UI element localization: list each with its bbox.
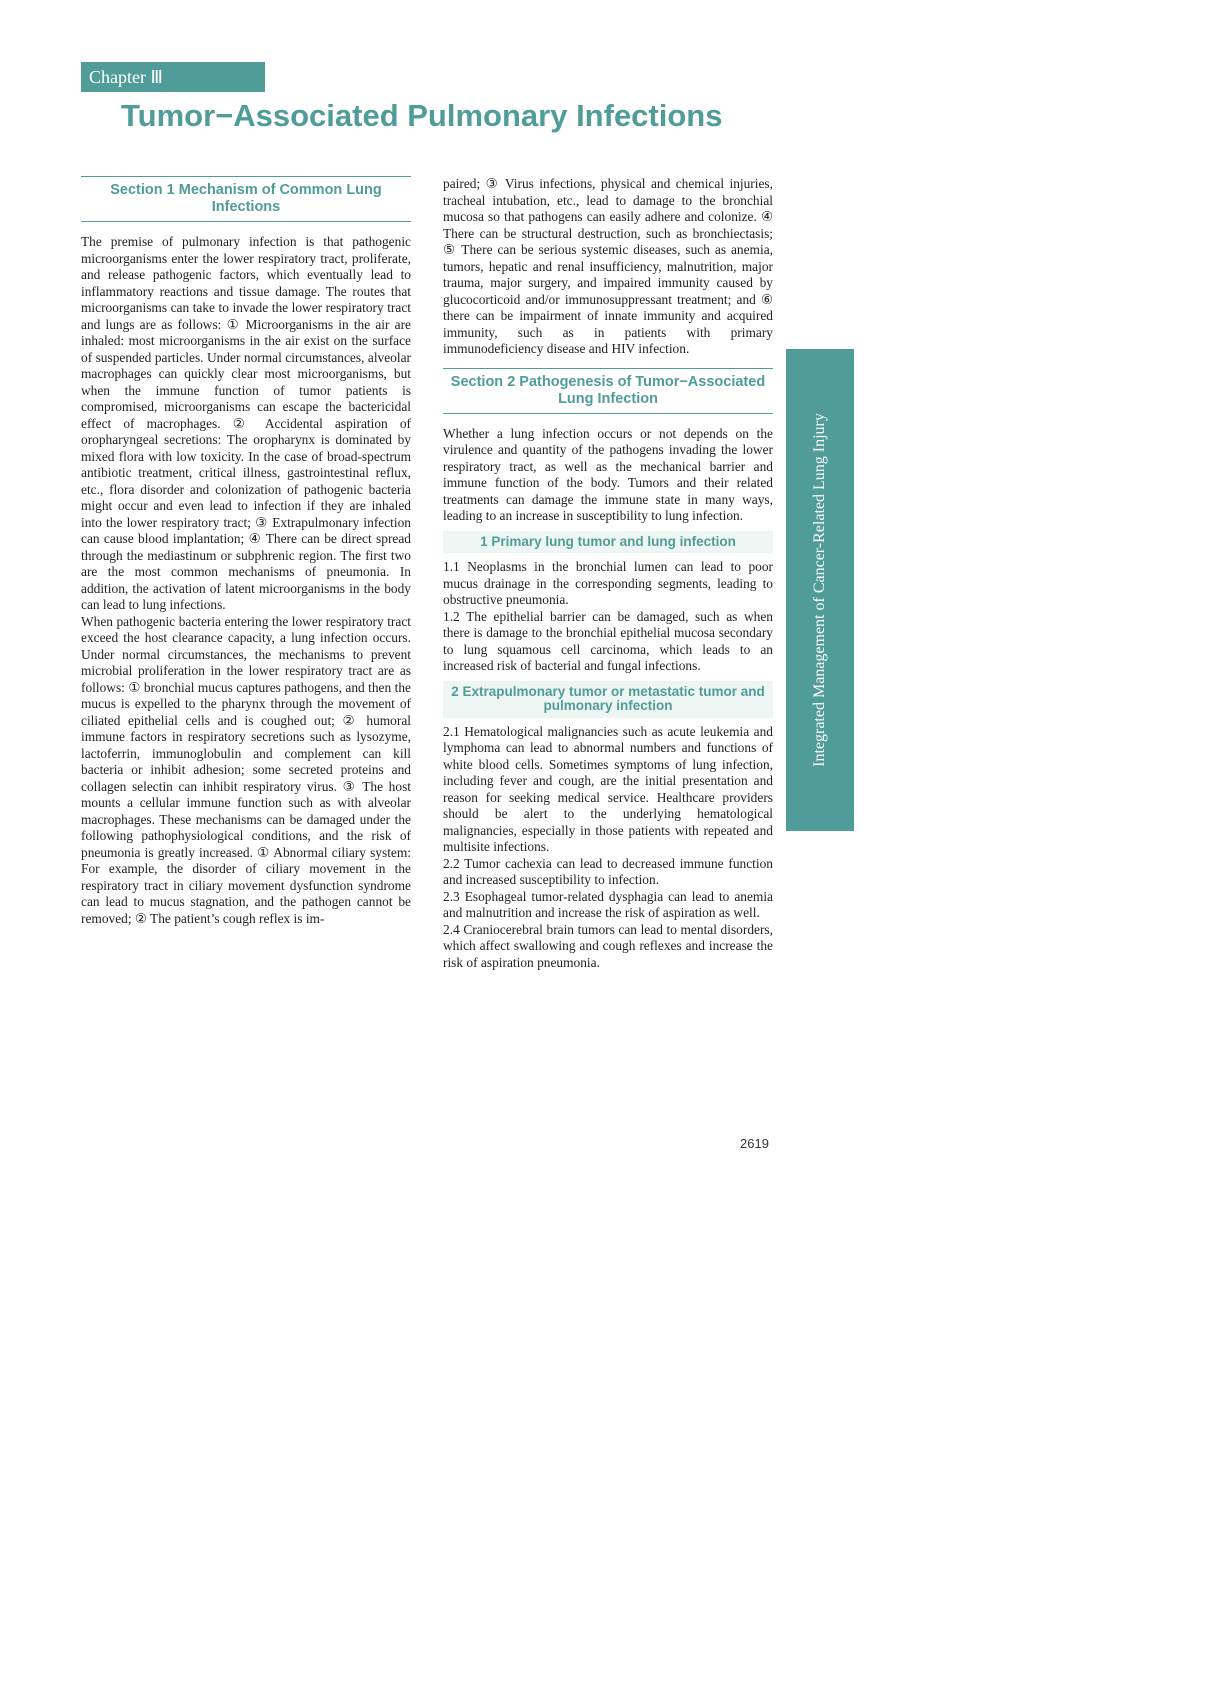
right-column xyxy=(443,176,773,971)
paragraph-routes: The premise of pulmonary infection is that pathogenic microorganisms enter the lower respiratory tract, proliferate, and release pathogenic factors, which eventually lead to inflammatory reactions and tissue damage. The routes that microorganisms can take to invade the lower respiratory tract and lungs are as follows: ① Microorganisms in the air are inhaled: most microorganisms in the air exist on the surface of suspended particles. Under normal circumstances, alveolar macrophages can quickly clear most microorganisms, but when the immune function of tumor patients is compromised, microorganisms can escape the bactericidal effect of macrophages. ② Accidental aspiration of oropharyngeal secretions: The oropharynx is dominated by mixed flora with low toxicity. In the case of broad-spectrum antibiotic treatment, critical illness, gastrointestinal reflux, etc., flora disorder and colonization of pathogenic bacteria might occur and even lead to infection if they are inhaled into the lower respiratory tract; ③ Extrapulmonary infection can cause blood implantation; ④ There can be direct spread through the mediastinum or subphrenic region. The first two are the most common mechanisms of pneumonia. In addition, the activation of latent microorganisms in the body can lead to lung infections. xyxy=(81,234,411,612)
item-2-2: 2.2 Tumor cachexia can lead to decreased immune function and increased susceptibility to infection. xyxy=(443,855,773,887)
item-2-1: 2.1 Hematological malignancies such as acute leukemia and lymphoma can lead to abnormal numbers and functions of white blood cells. Sometimes symptoms of lung infection, including fever and cough, are the initial presentation and reason for seeking medical service. Healthcare providers should be alert to the underlying hematological malignancies, especially in those patients with repeated and multisite infections. xyxy=(443,723,773,854)
paragraph-continued: paired; ③ Virus infections, physical and chemical injuries, tracheal intubation, etc., lead to damage to the bronchial mucosa so that pathogens can easily adhere and colonize. ④ There can be structural destruction, such as bronchiectasis; ⑤ There can be serious systemic diseases, such as anemia, tumors, hepatic and renal insufficiency, malnutrition, major trauma, major surgery, and impaired immunity caused by glucocorticoid and/or immunosuppressant treatment; and ⑥ there can be impairment of innate immunity and acquired immunity, such as in patients with primary immunodeficiency disease and HIV infection. xyxy=(443,176,773,356)
section-2-heading: Section 2 Pathogenesis of Tumor−Associated Lung Infection xyxy=(443,368,773,414)
left-column xyxy=(81,176,411,927)
item-2-4: 2.4 Craniocerebral brain tumors can lead to mental disorders, which affect swallowing and cough reflexes and increase the risk of aspiration pneumonia. xyxy=(443,921,773,970)
section-1-heading: Section 1 Mechanism of Common Lung Infections xyxy=(81,176,411,222)
subsection-1-heading: 1 Primary lung tumor and lung infection xyxy=(443,531,773,554)
page-title: Tumor−Associated Pulmonary Infections xyxy=(121,98,723,133)
side-banner-text: Integrated Management of Cancer-Related Lung Injury xyxy=(811,413,828,767)
item-1-2: 1.2 The epithelial barrier can be damaged, such as when there is damage to the bronchial epithelial mucosa secondary to lung squamous cell carcinoma, which leads to an increased risk of bacterial and fungal infections. xyxy=(443,608,773,673)
item-2-3: 2.3 Esophageal tumor-related dysphagia can lead to anemia and malnutrition and increase the risk of aspiration as well. xyxy=(443,888,773,920)
chapter-label: Chapter Ⅲ xyxy=(81,62,265,92)
subsection-2-heading: 2 Extrapulmonary tumor or metastatic tumor and pulmonary infection xyxy=(443,681,773,718)
page-number: 2619 xyxy=(740,1136,769,1151)
paragraph-defense-mechanisms: When pathogenic bacteria entering the lower respiratory tract exceed the host clearance capacity, a lung infection occurs. Under normal circumstances, the mechanisms to prevent microbial proliferation in the lower respiratory tract are as follows: ① bronchial mucus captures pathogens, and then the mucus is expelled to the pharynx through the movement of ciliated epithelial cells and is coughed out; ② humoral immune factors in respiratory secretions such as lysozyme, lactoferrin, immunoglobulin and complement can kill bacteria or inhibit adhesion; some secreted proteins and collagen selectin can inhibit respiratory virus. ③ The host mounts a cellular immune function such as with alveolar macrophages. These mechanisms can be damaged under the following pathophysiological conditions, and the risk of pneumonia is greatly increased. ① Abnormal ciliary system: For example, the disorder of ciliary movement in the respiratory tract in ciliary movement dysfunction syndrome can lead to mucus stagnation, and the pathogen cannot be removed; ② The patient’s cough reflex is im- xyxy=(81,613,411,926)
side-banner xyxy=(786,349,854,831)
paragraph-pathogenesis: Whether a lung infection occurs or not depends on the virulence and quantity of the pathogens invading the lower respiratory tract, as well as the mechanical barrier and immune function of the body. Tumors and their related treatments can damage the immune state in many ways, leading to an increase in susceptibility to lung infection. xyxy=(443,425,773,523)
item-1-1: 1.1 Neoplasms in the bronchial lumen can lead to poor mucus drainage in the corresponding segments, leading to obstructive pneumonia. xyxy=(443,559,773,607)
